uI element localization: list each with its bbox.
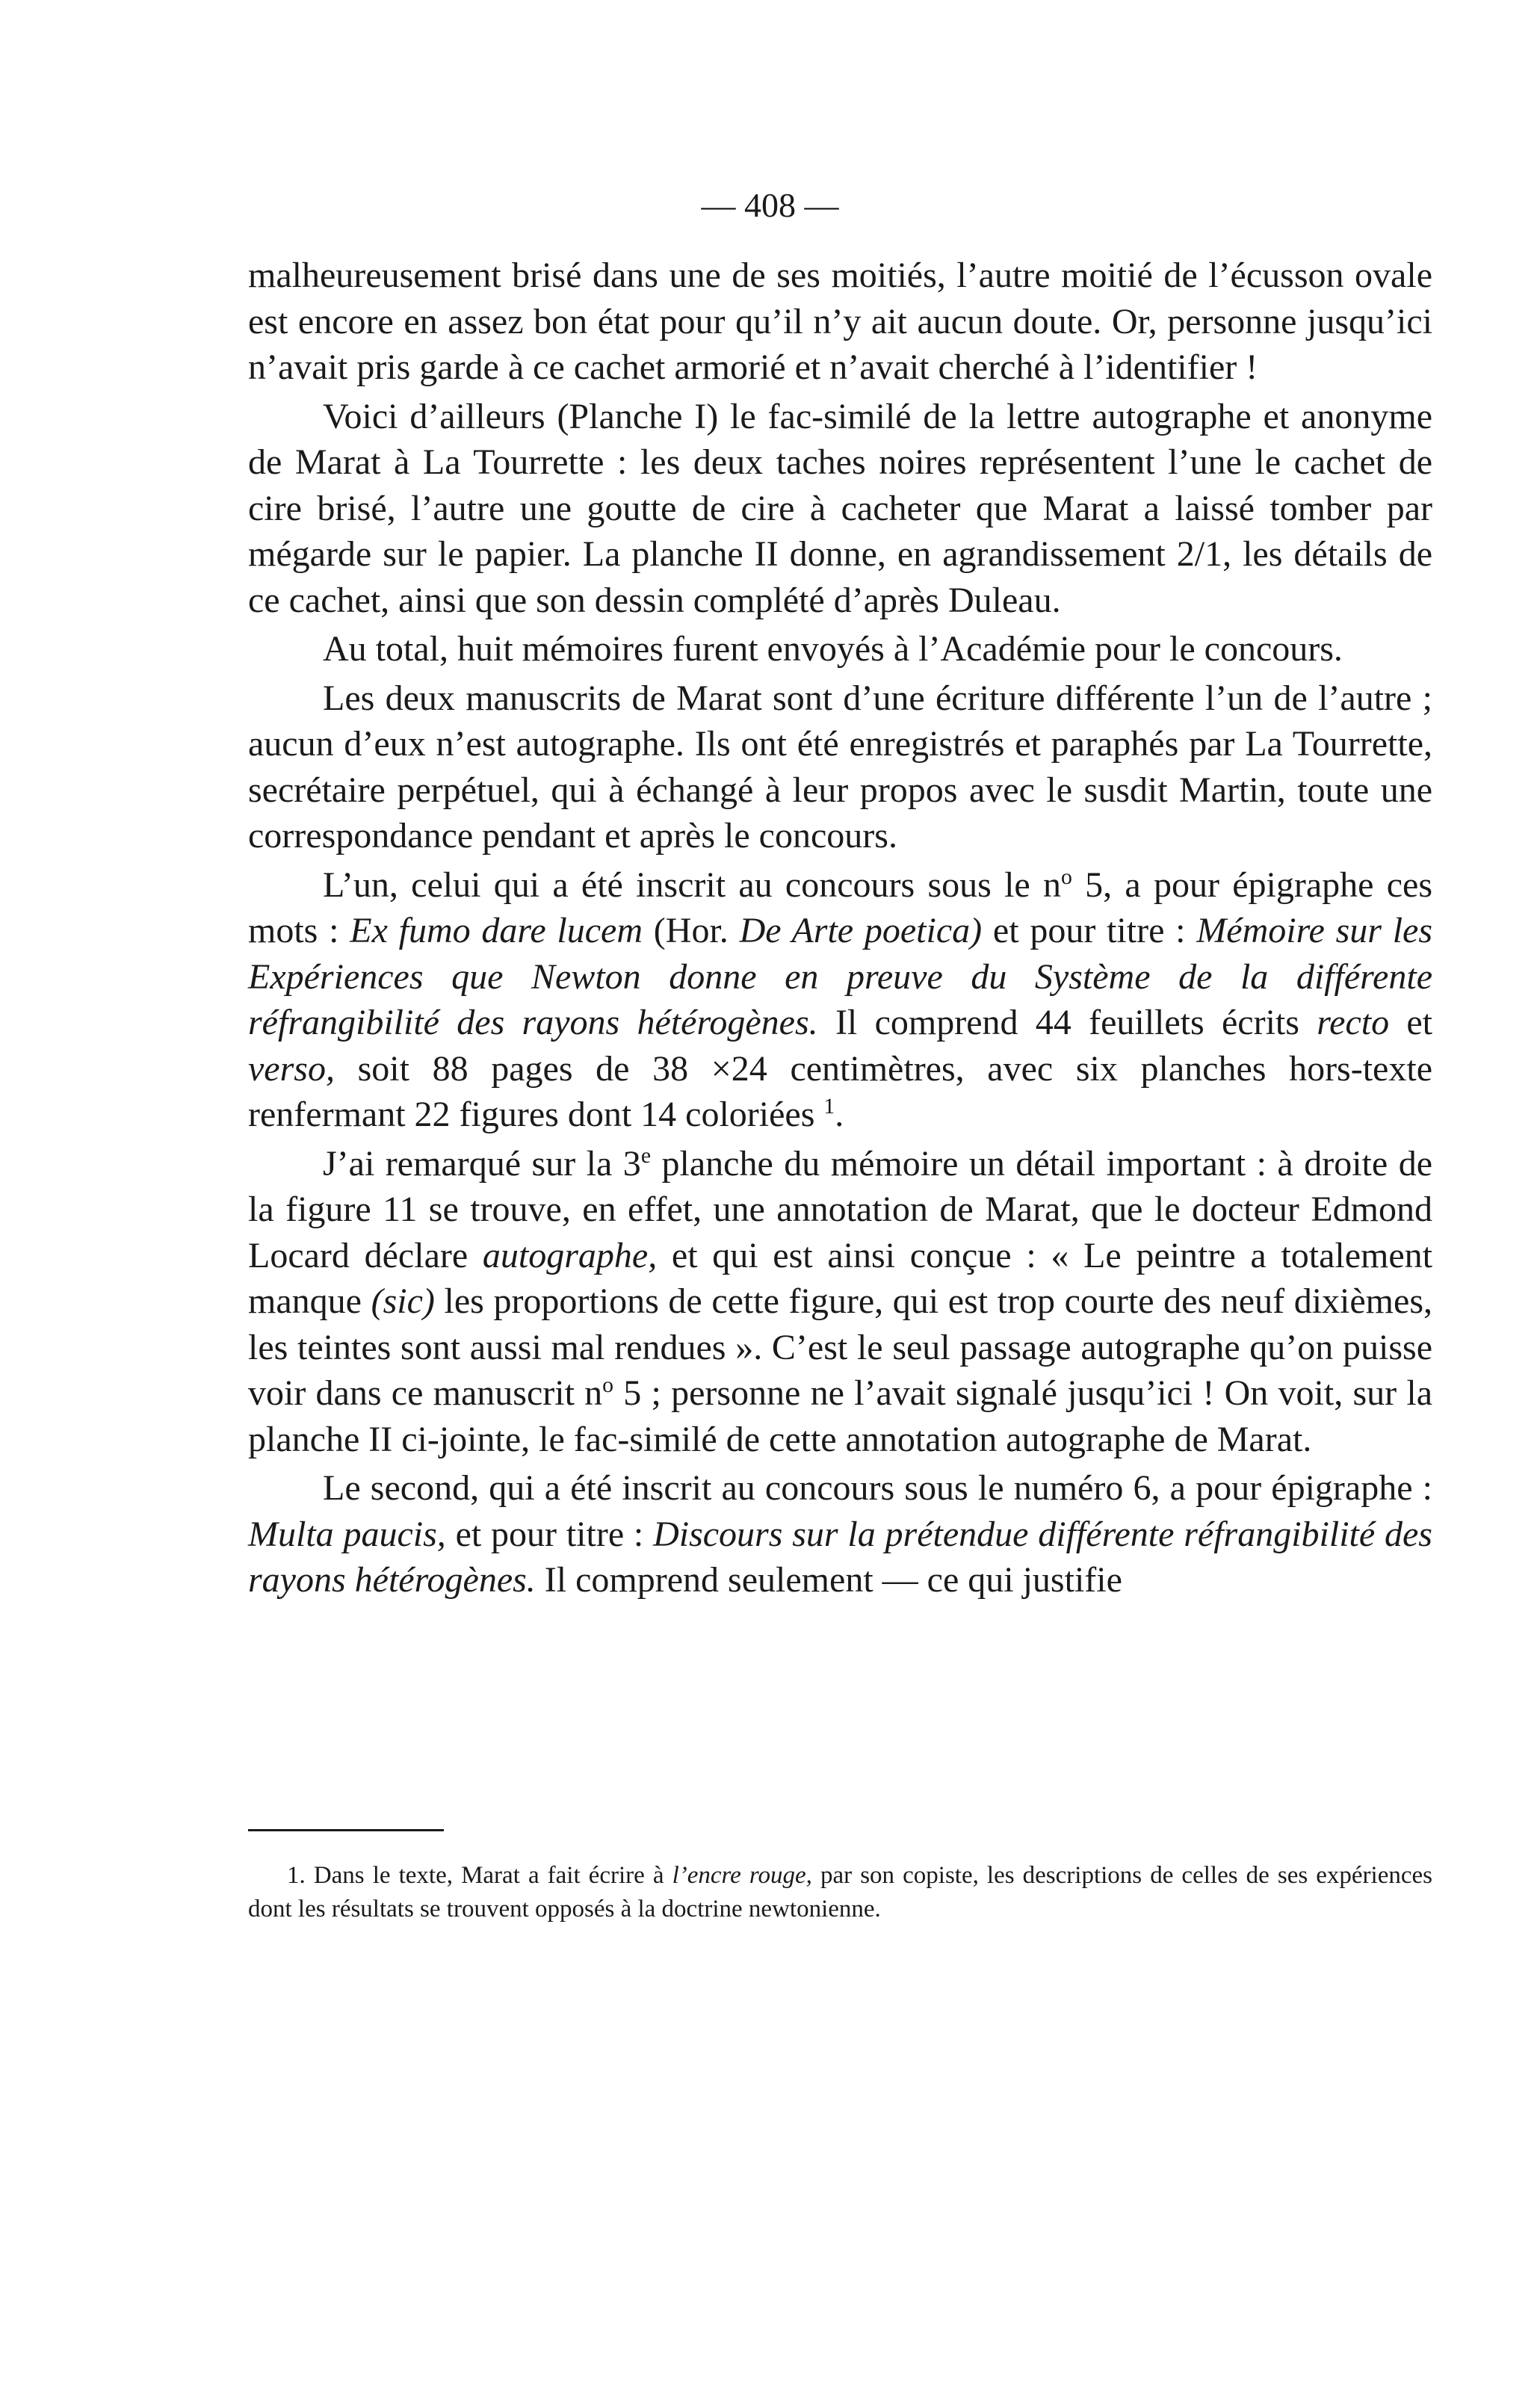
italic-text: autographe, [482,1235,658,1275]
text-run: et pour titre : [445,1514,654,1554]
italic-text: Mémoire sur les Expériences que Newton donne en preuve du Système de la différente réfrangibilité des rayons hétérogènes. [248,911,1433,1042]
italic-text: Ex fumo dare lucem [350,911,643,950]
paragraph [248,675,1432,859]
text-run: (Hor. [643,911,740,950]
italic-text: verso, [248,1048,335,1089]
footnotes [248,1859,1432,1926]
text-run: Au total, huit mémoires furent envoyés à l’Académie pour le concours. [323,629,1343,669]
text-run: Il comprend seulement — ce qui justifie [535,1560,1122,1600]
paragraph [248,253,1432,391]
text-run: et pour titre : [982,911,1197,950]
text-run: et qui est ainsi conçue : « Le peintre a totalement manque [248,1235,1432,1321]
page-number: — 408 — [701,186,839,224]
text-run: Il comprend 44 feuillets écrits [817,1003,1317,1042]
superscript: 1 [823,1094,835,1119]
paragraph [248,394,1432,624]
text-run: et [1389,1003,1433,1042]
paragraph [248,1141,1432,1463]
superscript: o [602,1373,614,1397]
paragraph [248,626,1432,672]
text-run: 5 ; personne ne l’avait signalé jusqu’ici ! On voit, sur la planche II ci-jointe, le fac-similé de cette annotation autographe de Marat. [248,1373,1432,1459]
paragraph [248,862,1432,1138]
text-run: L’un, celui qui a été inscrit au concours sous le n [323,864,1061,905]
text-run: 1. Dans le texte, Marat a fait écrire à [287,1862,672,1889]
text-run: malheureusement brisé dans une de ses moitiés, l’autre moitié de l’écusson ovale est encore en assez bon état pour qu’il n’y ait aucun doute. Or, personne jusqu’ici n’avait pris garde à ce cachet armorié et n’avait cherché à l’identifier ! [248,256,1432,387]
italic-text: De Arte poetica) [739,911,983,950]
text-run: Les deux manuscrits de Marat sont d’une écriture différente l’un de l’autre ; aucun d’eux n’est autographe. Ils ont été enregistrés et paraphés par La Tourrette, secrétaire perpétuel, qui à échangé à leur propos avec le susdit Martin, toute une correspondance pendant et après le concours. [248,678,1432,856]
superscript: e [640,1142,652,1168]
italic-text: recto [1317,1003,1390,1042]
superscript: o [1060,864,1072,889]
footnote-rule [248,1829,444,1831]
text-run: 5, a pour épigraphe ces mots : [248,864,1432,950]
text-run: par son copiste, les descriptions de celles de ses expériences dont les résultats se trouvent opposés à la doctrine newtonienne. [248,1862,1432,1922]
italic-text: (sic) [371,1281,435,1321]
text-run: Voici d’ailleurs (Planche I) le fac-similé de la lettre autographe et anonyme de Marat à La Tourrette : les deux taches noires représentent l’une le cachet de cire brisé, l’autre une goutte de cire à cacheter que Marat a laissé tomber par mégarde sur le papier. La planche II donne, en agrandissement 2/1, les détails de ce cachet, ainsi que son dessin complété d’après Duleau. [248,396,1432,620]
italic-text: Multa paucis, [248,1514,446,1554]
text-run: . [835,1095,844,1134]
text-run: planche du mémoire un détail important : à droite de la figure 11 se trouve, en effet, une annotation de Marat, que le docteur Edmond Locard déclare [248,1143,1432,1275]
body-text [248,253,1432,1603]
text-run: J’ai remarqué sur la 3 [323,1143,641,1184]
text-run: les proportions de cette figure, qui est trop courte des neuf dixièmes, les teintes sont aussi mal rendues ». C’est le seul passage autographe qu’on puisse voir dans ce manuscrit n [248,1281,1432,1413]
paragraph [248,1465,1432,1603]
text-run: Le second, qui a été inscrit au concours sous le numéro 6, a pour épigraphe : [323,1468,1432,1508]
italic-text: l’encre rouge, [672,1862,812,1889]
footnote-text [248,1859,1432,1926]
text-run: soit 88 pages de 38 ×24 centimètres, avec six planches hors-texte renfermant 22 figures dont 14 coloriées [248,1048,1432,1134]
italic-text: Discours sur la prétendue différente réfrangibilité des rayons hétérogènes. [248,1514,1432,1600]
